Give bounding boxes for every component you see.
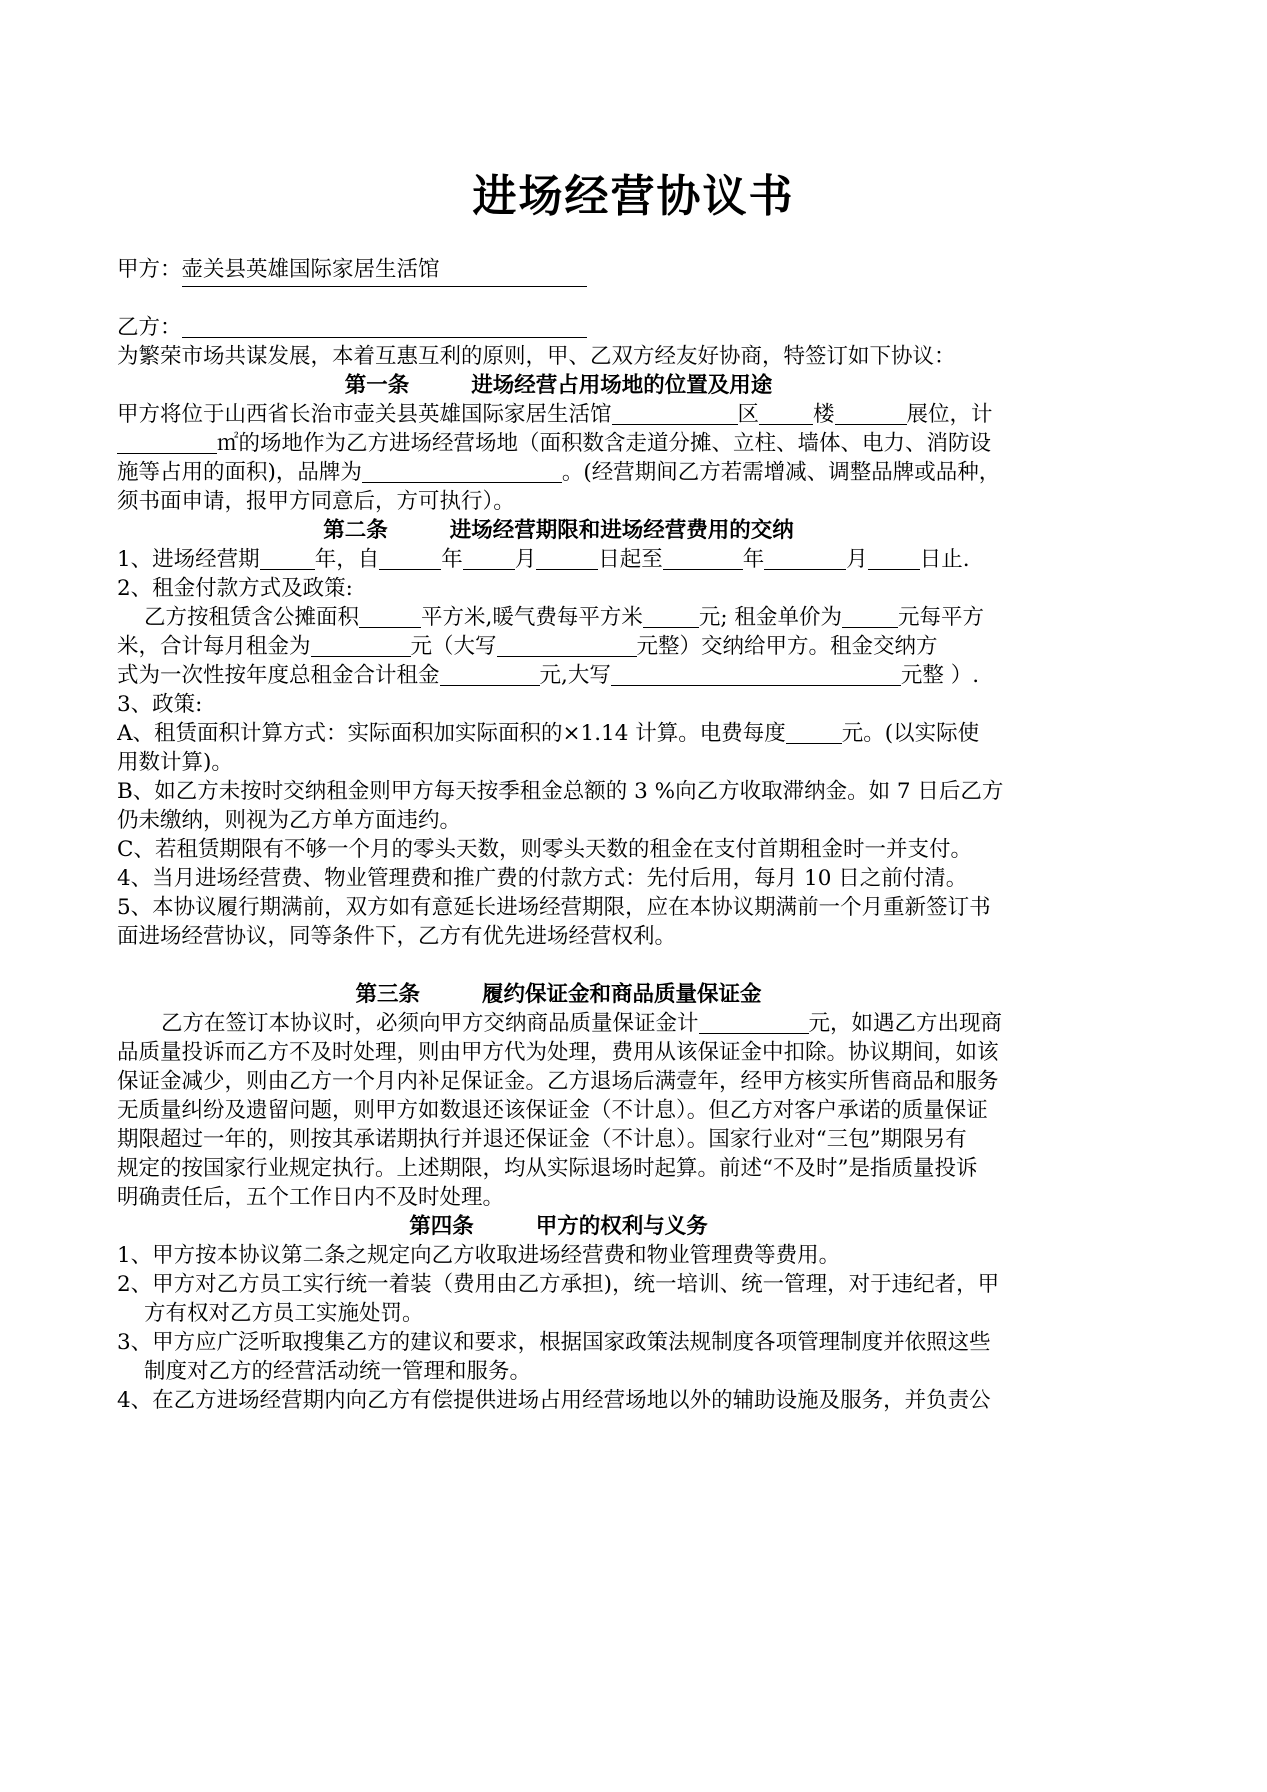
party-b-label: 乙方： xyxy=(117,315,182,340)
art1-line-4: 须书面申请，报甲方同意后，方可执行）。 xyxy=(117,489,515,514)
policy-a-line-2: 用数计算)。 xyxy=(117,750,233,775)
party-a-label: 甲方： xyxy=(117,257,182,282)
policy-b-line-2: 仍未缴纳，则视为乙方单方面违约。 xyxy=(117,808,462,833)
art1-line-3: 施等占用的面积)，品牌为 。(经营期间乙方若需增减、调整品牌或品种， xyxy=(117,460,1001,485)
policy-c-line: C、若租赁期限有不够一个月的零头天数，则零头天数的租金在支付首期租金时一并支付。 xyxy=(117,837,972,862)
article-3-heading: 第三条 履约保证金和商品质量保证金 xyxy=(355,982,762,1007)
art2-rent-line-3: 式为一次性按年度总租金合计租金 元,大写 元整 ）. xyxy=(117,663,980,688)
heating-fee-field[interactable] xyxy=(643,605,699,628)
art4-item-1: 1、甲方按本协议第二条之规定向乙方收取进场经营费和物业管理费等费用。 xyxy=(117,1243,841,1268)
art2-item-4: 4、当月进场经营费、物业管理费和推广费的付款方式：先付后用，每月 10 日之前付清。 xyxy=(117,866,968,891)
deposit-field[interactable] xyxy=(699,1011,809,1034)
start-year-field[interactable] xyxy=(379,547,441,570)
art4-item-3-line-1: 3、甲方应广泛听取搜集乙方的建议和要求，根据国家政策法规制度各项管理制度并依照这些 xyxy=(117,1330,991,1355)
booth-field[interactable] xyxy=(835,402,907,425)
intro-paragraph: 为繁荣市场共谋发展，本着互惠互利的原则，甲、乙双方经友好协商，特签订如下协议： xyxy=(117,344,956,369)
party-b-field[interactable] xyxy=(182,315,587,338)
art2-item-5-line-1: 5、本协议履行期满前，双方如有意延长进场经营期限，应在本协议期满前一个月重新签订书 xyxy=(117,895,991,920)
art2-rent-line-2: 米，合计每月租金为 元（大写 元整）交纳给甲方。租金交纳方 xyxy=(117,634,938,659)
art2-rent-line-1: 乙方按租赁含公摊面积 平方米,暖气费每平方米 元; 租金单价为 元每平方 xyxy=(144,605,984,630)
unit-price-field[interactable] xyxy=(842,605,898,628)
art2-term-line: 1、进场经营期 年，自 年 月 日起至 年 月 日止. xyxy=(117,547,970,572)
end-month-field[interactable] xyxy=(764,547,846,570)
annual-rent-words-field[interactable] xyxy=(611,663,901,686)
monthly-rent-words-field[interactable] xyxy=(497,634,637,657)
floor-field[interactable] xyxy=(759,402,813,425)
policy-b-line-1: B、如乙方未按时交纳租金则甲方每天按季租金总额的 3 %向乙方收取滞纳金。如 7 日后乙方 xyxy=(117,779,1004,804)
art2-policy-heading: 3、政策: xyxy=(117,692,203,717)
area-field[interactable] xyxy=(117,431,217,454)
rent-area-field[interactable] xyxy=(359,605,421,628)
annual-rent-field[interactable] xyxy=(440,663,540,686)
art1-line-2: ㎡的场地作为乙方进场经营场地（面积数含走道分摊、立柱、墙体、电力、消防设 xyxy=(117,427,1162,460)
art1-line-1: 甲方将位于山西省长治市壶关县英雄国际家居生活馆 区 楼 展位，计 xyxy=(117,402,993,427)
zone-field[interactable] xyxy=(612,402,738,425)
art4-item-3-line-2: 制度对乙方的经营活动统一管理和服务。 xyxy=(144,1359,532,1384)
art4-item-2-line-1: 2、甲方对乙方员工实行统一着装（费用由乙方承担)，统一培训、统一管理，对于违纪者，甲 xyxy=(117,1272,1000,1297)
article-4-heading: 第四条 甲方的权利与义务 xyxy=(409,1214,708,1239)
start-day-field[interactable] xyxy=(536,547,598,570)
electricity-fee-field[interactable] xyxy=(786,721,842,744)
art3-line-4: 无质量纠纷及遗留问题，则甲方如数退还该保证金（不计息）。但乙方对客户承诺的质量保证 xyxy=(117,1098,988,1123)
art3-line-1: 乙方在签订本协议时，必须向甲方交纳商品质量保证金计 元，如遇乙方出现商 xyxy=(161,1011,1003,1036)
document-title: 进场经营协议书 xyxy=(472,171,795,222)
art4-item-4-line-1: 4、在乙方进场经营期内向乙方有偿提供进场占用经营场地以外的辅助设施及服务，并负责公 xyxy=(117,1388,991,1413)
art3-line-6: 规定的按国家行业规定执行。上述期限，均从实际退场时起算。前述“不及时”是指质量投诉 xyxy=(117,1156,978,1181)
art3-line-3: 保证金减少，则由乙方一个月内补足保证金。乙方退场后满壹年，经甲方核实所售商品和服务 xyxy=(117,1069,999,1094)
end-year-field[interactable] xyxy=(663,547,743,570)
article-2-heading: 第二条 进场经营期限和进场经营费用的交纳 xyxy=(323,518,794,543)
art3-line-5: 期限超过一年的，则按其承诺期执行并退还保证金（不计息）。国家行业对“三包”期限另有 xyxy=(117,1127,967,1152)
end-day-field[interactable] xyxy=(868,547,920,570)
art2-item-5-line-2: 面进场经营协议，同等条件下，乙方有优先进场经营权利。 xyxy=(117,924,677,949)
party-a-line xyxy=(117,253,1162,287)
policy-a-line-1: A、租赁面积计算方式：实际面积加实际面积的×1.14 计算。电费每度 元。(以实际使 xyxy=(117,721,980,746)
art2-payment-heading: 2、租金付款方式及政策: xyxy=(117,576,353,601)
art3-line-2: 品质量投诉而乙方不及时处理，则由甲方代为处理，费用从该保证金中扣除。协议期间，如该 xyxy=(117,1040,999,1065)
brand-field[interactable] xyxy=(362,460,562,483)
party-a-field[interactable]: 壶关县英雄国际家居生活馆 xyxy=(182,253,587,287)
monthly-rent-field[interactable] xyxy=(311,634,411,657)
article-1-heading: 第一条 进场经营占用场地的位置及用途 xyxy=(344,373,773,398)
term-years-field[interactable] xyxy=(260,547,315,570)
art4-item-2-line-2: 方有权对乙方员工实施处罚。 xyxy=(144,1301,424,1326)
start-month-field[interactable] xyxy=(463,547,515,570)
art3-line-7: 明确责任后，五个工作日内不及时处理。 xyxy=(117,1185,505,1210)
